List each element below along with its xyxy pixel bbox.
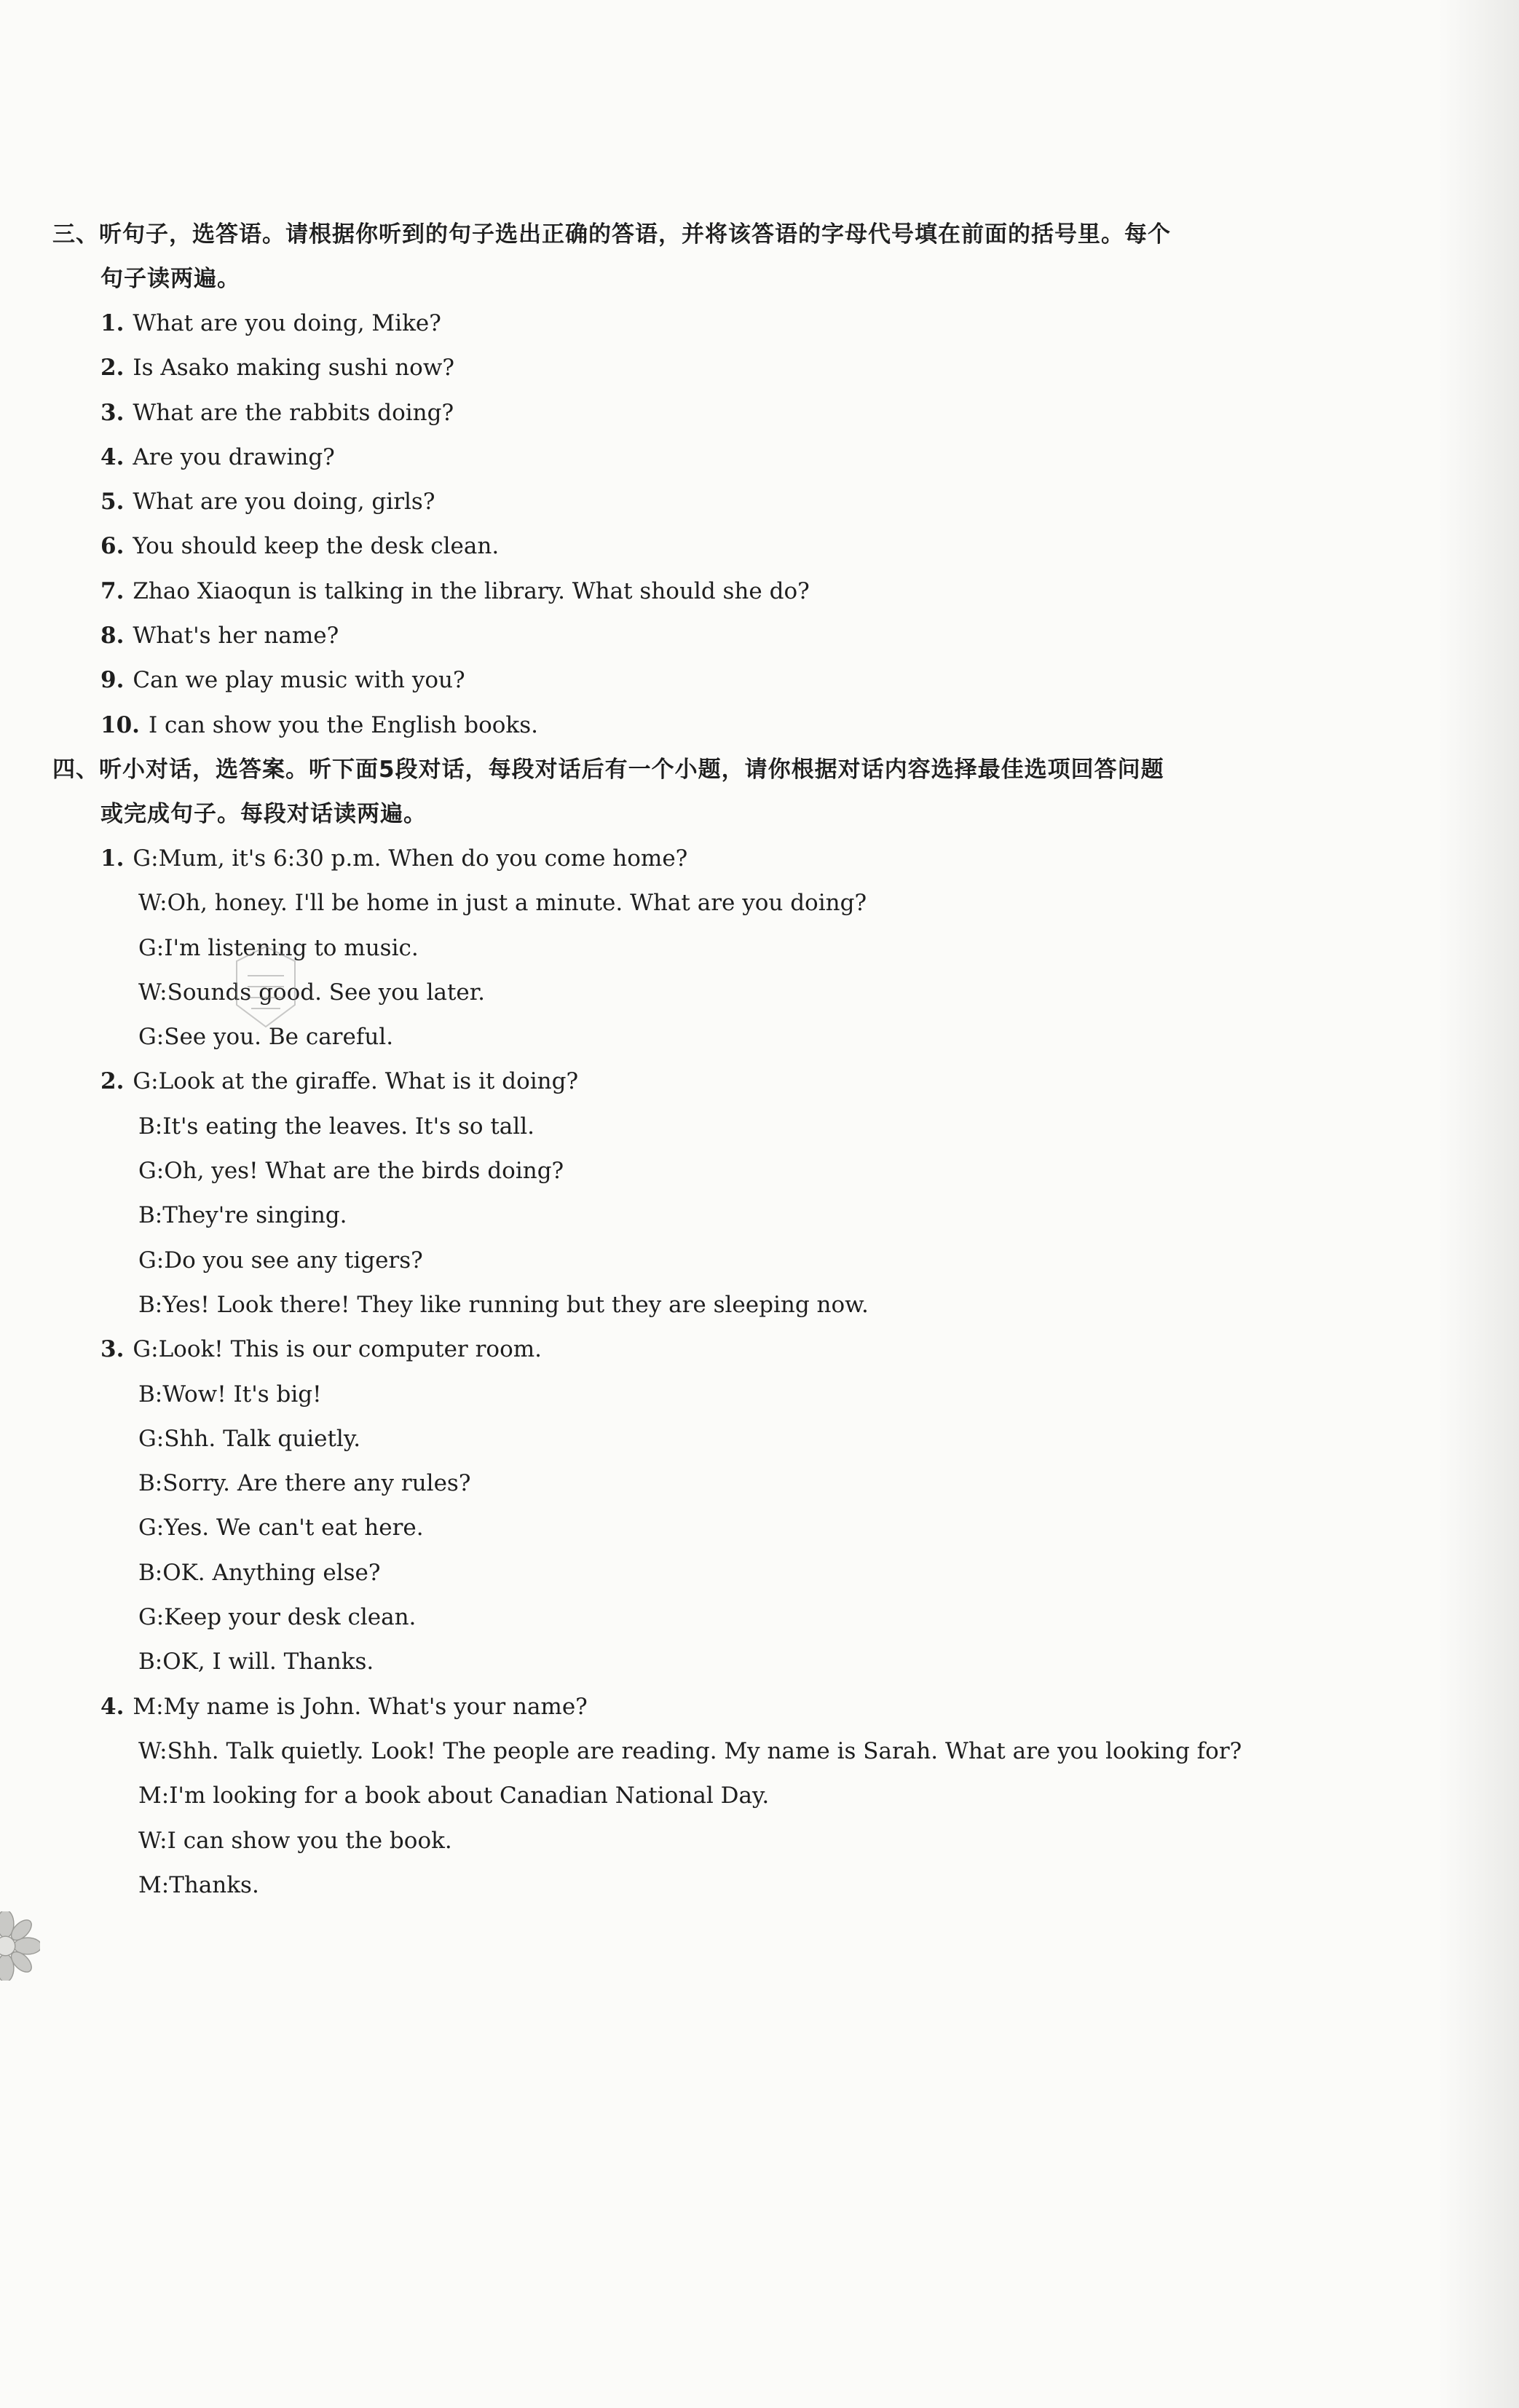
dialogue-text: Shh. Talk quietly. Look! The people are reading. My name is Sarah. What are you looking for? (167, 1737, 1242, 1764)
dialogue-text: They're singing. (162, 1202, 347, 1229)
section-4-title-line1: 四、听小对话，选答案。听下面5段对话，每段对话后有一个小题，请你根据对话内容选择最佳选项回答问题 (52, 756, 1164, 783)
dialogue-text: It's eating the leaves. It's so tall. (162, 1113, 534, 1140)
dialogue-text: OK. Anything else? (162, 1559, 381, 1586)
dialogue-4 (52, 1685, 1436, 1908)
dialogue-text: Keep your desk clean. (164, 1604, 417, 1631)
dialogue-text: Thanks. (169, 1871, 259, 1898)
speaker-label: G: (138, 1515, 165, 1541)
dialogue-line (52, 1729, 1436, 1774)
dialogue-line (52, 1105, 1436, 1149)
speaker-label: B: (138, 1470, 163, 1497)
speaker-label: W: (138, 890, 167, 917)
dialogue-text: Oh, yes! What are the birds doing? (164, 1158, 564, 1185)
item-text: What are the rabbits doing? (133, 399, 454, 426)
section-3-title-line1: 三、听句子，选答语。请根据你听到的句子选出正确的答语，并将该答语的字母代号填在前面的括号里。每个 (52, 221, 1171, 248)
dialogue-text: Yes. We can't eat here. (164, 1515, 424, 1541)
dialogue-text: I'm looking for a book about Canadian National Day. (169, 1783, 770, 1809)
dialogue-line (52, 1685, 1436, 1729)
speaker-label: W: (138, 1827, 167, 1854)
speaker-label: G: (138, 1247, 165, 1274)
dialogue-text: Yes! Look there! They like running but they are sleeping now. (162, 1291, 869, 1318)
dialogue-text: Shh. Talk quietly. (164, 1425, 361, 1452)
speaker-label: G: (133, 1336, 159, 1363)
item-number: 9. (100, 667, 125, 694)
list-item (52, 614, 1436, 658)
section-3-title (52, 213, 1436, 301)
section-4-title-line2: 或完成句子。每段对话读两遍。 (100, 800, 427, 827)
dialogue-text: My name is John. What's your name? (163, 1693, 588, 1720)
dialogue-line (52, 1774, 1436, 1818)
list-item (52, 524, 1436, 569)
dialogue-2 (52, 1059, 1436, 1327)
list-item (52, 435, 1436, 480)
item-number: 5. (100, 489, 125, 516)
dialogue-line (52, 1149, 1436, 1193)
item-text: Can we play music with you? (133, 667, 465, 694)
item-text: What are you doing, Mike? (133, 310, 441, 336)
dialogue-line (52, 1863, 1436, 1908)
item-text: What's her name? (133, 623, 339, 650)
item-text: Zhao Xiaoqun is talking in the library. What should she do? (133, 577, 810, 604)
speaker-label: B: (138, 1202, 163, 1229)
item-text: You should keep the desk clean. (133, 533, 500, 560)
speaker-label: G: (133, 845, 159, 872)
dialogue-line (52, 1373, 1436, 1417)
page-edge-shadow (1439, 0, 1519, 2408)
speaker-label: W: (138, 979, 167, 1006)
item-number: 2. (100, 355, 125, 382)
dialogue-line (52, 1059, 1436, 1104)
item-number: 3. (100, 399, 125, 426)
list-item (52, 346, 1436, 390)
item-text: Is Asako making sushi now? (133, 355, 455, 382)
dialogue-text: Do you see any tigers? (164, 1247, 423, 1274)
speaker-label: G: (133, 1068, 159, 1095)
dialogue-text: Look at the giraffe. What is it doing? (158, 1068, 579, 1095)
dialogue-line (52, 1239, 1436, 1283)
speaker-label: M: (133, 1693, 164, 1720)
dialogue-line (52, 881, 1436, 925)
dialogue-text: Sorry. Are there any rules? (162, 1470, 471, 1497)
dialogue-text: Mum, it's 6:30 p.m. When do you come home? (158, 845, 688, 872)
item-text: What are you doing, girls? (133, 489, 435, 516)
dialogue-number: 4. (100, 1693, 125, 1720)
dialogue-line (52, 1193, 1436, 1238)
dialogue-line (52, 837, 1436, 881)
dialogue-line (52, 1819, 1436, 1863)
list-item (52, 301, 1436, 346)
list-item (52, 391, 1436, 435)
dialogue-text: Wow! It's big! (162, 1381, 322, 1408)
dialogue-number: 1. (100, 845, 125, 872)
speaker-label: G: (138, 934, 165, 961)
dialogue-text: I'm listening to music. (164, 934, 419, 961)
section-4-title (52, 748, 1436, 837)
dialogue-number: 2. (100, 1068, 125, 1095)
speaker-label: B: (138, 1291, 163, 1318)
dialogue-3 (52, 1327, 1436, 1684)
dialogue-number: 3. (100, 1336, 125, 1363)
list-item (52, 569, 1436, 614)
section-3-title-line2: 句子读两遍。 (100, 266, 240, 292)
dialogue-line (52, 1595, 1436, 1640)
item-number: 4. (100, 443, 125, 470)
speaker-label: M: (138, 1783, 170, 1809)
speaker-label: G: (138, 1024, 165, 1051)
dialogue-text: OK, I will. Thanks. (162, 1649, 374, 1675)
dialogue-text: Look! This is our computer room. (158, 1336, 542, 1363)
document-content (52, 213, 1436, 1908)
item-number: 1. (100, 310, 125, 336)
speaker-label: B: (138, 1649, 163, 1675)
item-text: I can show you the English books. (148, 711, 538, 738)
item-number: 7. (100, 577, 125, 604)
item-number: 10. (100, 711, 140, 738)
dialogue-text: Oh, honey. I'll be home in just a minute. What are you doing? (167, 890, 867, 917)
list-item (52, 658, 1436, 703)
item-number: 8. (100, 623, 125, 650)
dialogue-line (52, 1551, 1436, 1595)
speaker-label: B: (138, 1113, 163, 1140)
section-3-items (52, 301, 1436, 748)
dialogue-line (52, 1283, 1436, 1327)
dialogue-line (52, 1461, 1436, 1506)
dialogue-line (52, 1327, 1436, 1372)
list-item (52, 480, 1436, 524)
speaker-label: G: (138, 1158, 165, 1185)
speaker-label: G: (138, 1425, 165, 1452)
flower-icon (0, 1911, 40, 1981)
dialogue-line (52, 1640, 1436, 1684)
dialogue-text: Sounds good. See you later. (167, 979, 486, 1006)
list-item (52, 703, 1436, 748)
dialogue-text: See you. Be careful. (164, 1024, 394, 1051)
dialogue-text: I can show you the book. (167, 1827, 452, 1854)
stamp-watermark-icon (222, 939, 309, 1041)
item-number: 6. (100, 533, 125, 560)
dialogue-line (52, 1506, 1436, 1550)
speaker-label: M: (138, 1871, 170, 1898)
speaker-label: G: (138, 1604, 165, 1631)
dialogue-line (52, 1417, 1436, 1461)
speaker-label: W: (138, 1737, 167, 1764)
speaker-label: B: (138, 1381, 163, 1408)
speaker-label: B: (138, 1559, 163, 1586)
item-text: Are you drawing? (133, 443, 335, 470)
